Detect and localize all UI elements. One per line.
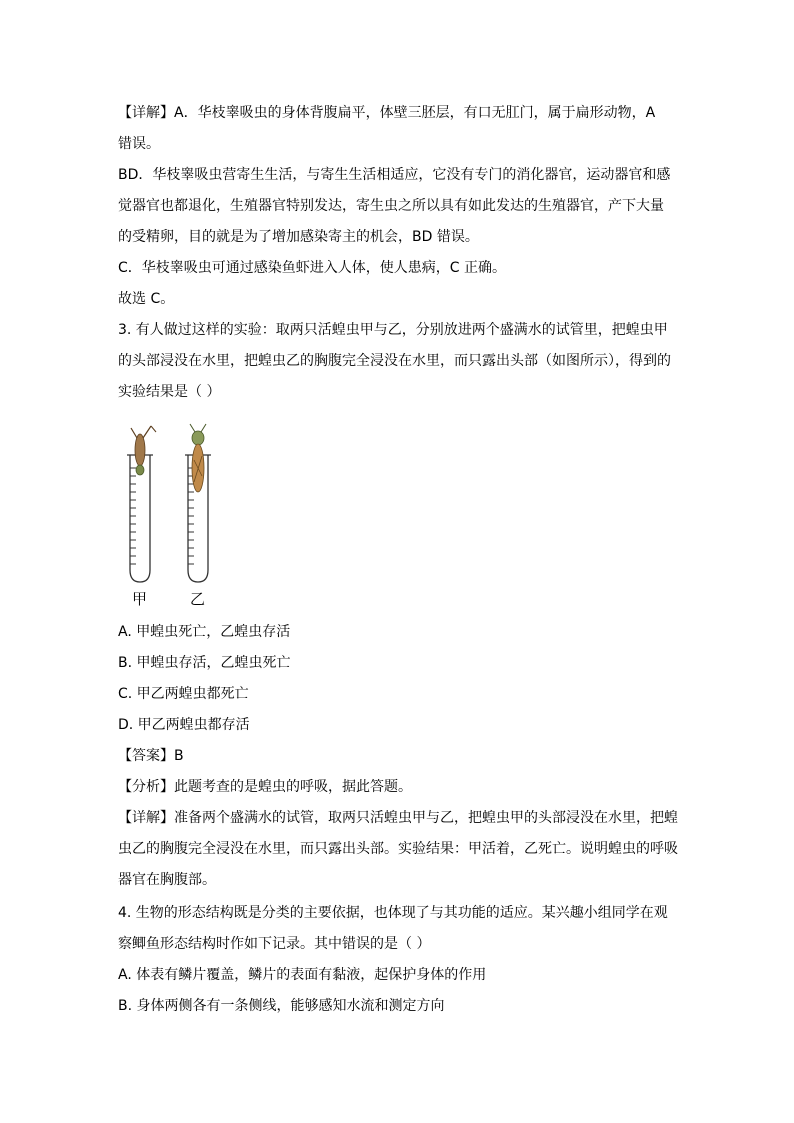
q3-answer: 【答案】B (118, 748, 184, 764)
q2-detail-line-3: BD．华枝睾吸虫营寄生生活，与寄生生活相适应，它没有专门的消化器官，运动器官和感 (118, 167, 671, 183)
tube-jia (127, 426, 156, 582)
q3-option-d[interactable]: D. 甲乙两蝗虫都存活 (118, 717, 250, 733)
q4-option-a[interactable]: A. 体表有鳞片覆盖，鳞片的表面有黏液，起保护身体的作用 (118, 967, 487, 983)
q2-detail-line-6: C．华枝睾吸虫可通过感染鱼虾进入人体，使人患病，C 正确。 (118, 260, 506, 276)
test-tubes-illustration (118, 420, 228, 595)
q3-option-c[interactable]: C. 甲乙两蝗虫都死亡 (118, 686, 249, 702)
tube-label-yi: 乙 (190, 590, 206, 608)
test-tube-figure (118, 420, 228, 610)
q3-stem-line-3: 实验结果是（ ） (118, 384, 221, 400)
q3-detail-line-1: 【详解】准备两个盛满水的试管，取两只活蝗虫甲与乙，把蝗虫甲的头部浸没在水里，把蝗 (118, 810, 678, 826)
tube-yi (185, 424, 211, 582)
q2-detail-line-2: 错误。 (118, 136, 160, 152)
q3-option-a[interactable]: A. 甲蝗虫死亡，乙蝗虫存活 (118, 624, 291, 640)
q4-option-b[interactable]: B. 身体两侧各有一条侧线，能够感知水流和测定方向 (118, 998, 445, 1014)
q4-stem-line-2: 察鲫鱼形态结构时作如下记录。其中错误的是（ ） (118, 936, 431, 952)
q2-detail-line-1: 【详解】A．华枝睾吸虫的身体背腹扁平，体壁三胚层，有口无肛门，属于扁形动物，A (118, 105, 656, 121)
q3-stem-line-2: 的头部浸没在水里，把蝗虫乙的胸腹完全浸没在水里，而只露出头部（如图所示），得到的 (118, 353, 671, 369)
q3-stem-line-1: 3. 有人做过这样的实验：取两只活蝗虫甲与乙，分别放进两个盛满水的试管里，把蝗虫甲 (118, 322, 668, 338)
q2-conclusion: 故选 C。 (118, 291, 175, 307)
q3-detail-line-3: 器官在胸腹部。 (118, 872, 216, 888)
q4-stem-line-1: 4. 生物的形态结构既是分类的主要依据，也体现了与其功能的适应。某兴趣小组同学在观 (118, 905, 668, 921)
q2-detail-line-4: 觉器官也都退化，生殖器官特别发达，寄生虫之所以具有如此发达的生殖器官，产下大量 (118, 198, 664, 214)
q3-analysis: 【分析】此题考查的是蝗虫的呼吸，据此答题。 (118, 779, 412, 795)
q3-option-b[interactable]: B. 甲蝗虫存活，乙蝗虫死亡 (118, 655, 291, 671)
locust-yi (190, 424, 206, 492)
q2-detail-line-5: 的受精卵，目的就是为了增加感染寄主的机会，BD 错误。 (118, 229, 479, 245)
tube-label-jia: 甲 (132, 590, 148, 608)
q3-detail-line-2: 虫乙的胸腹完全浸没在水里，而只露出头部。实验结果：甲活着，乙死亡。说明蝗虫的呼吸 (118, 841, 678, 857)
